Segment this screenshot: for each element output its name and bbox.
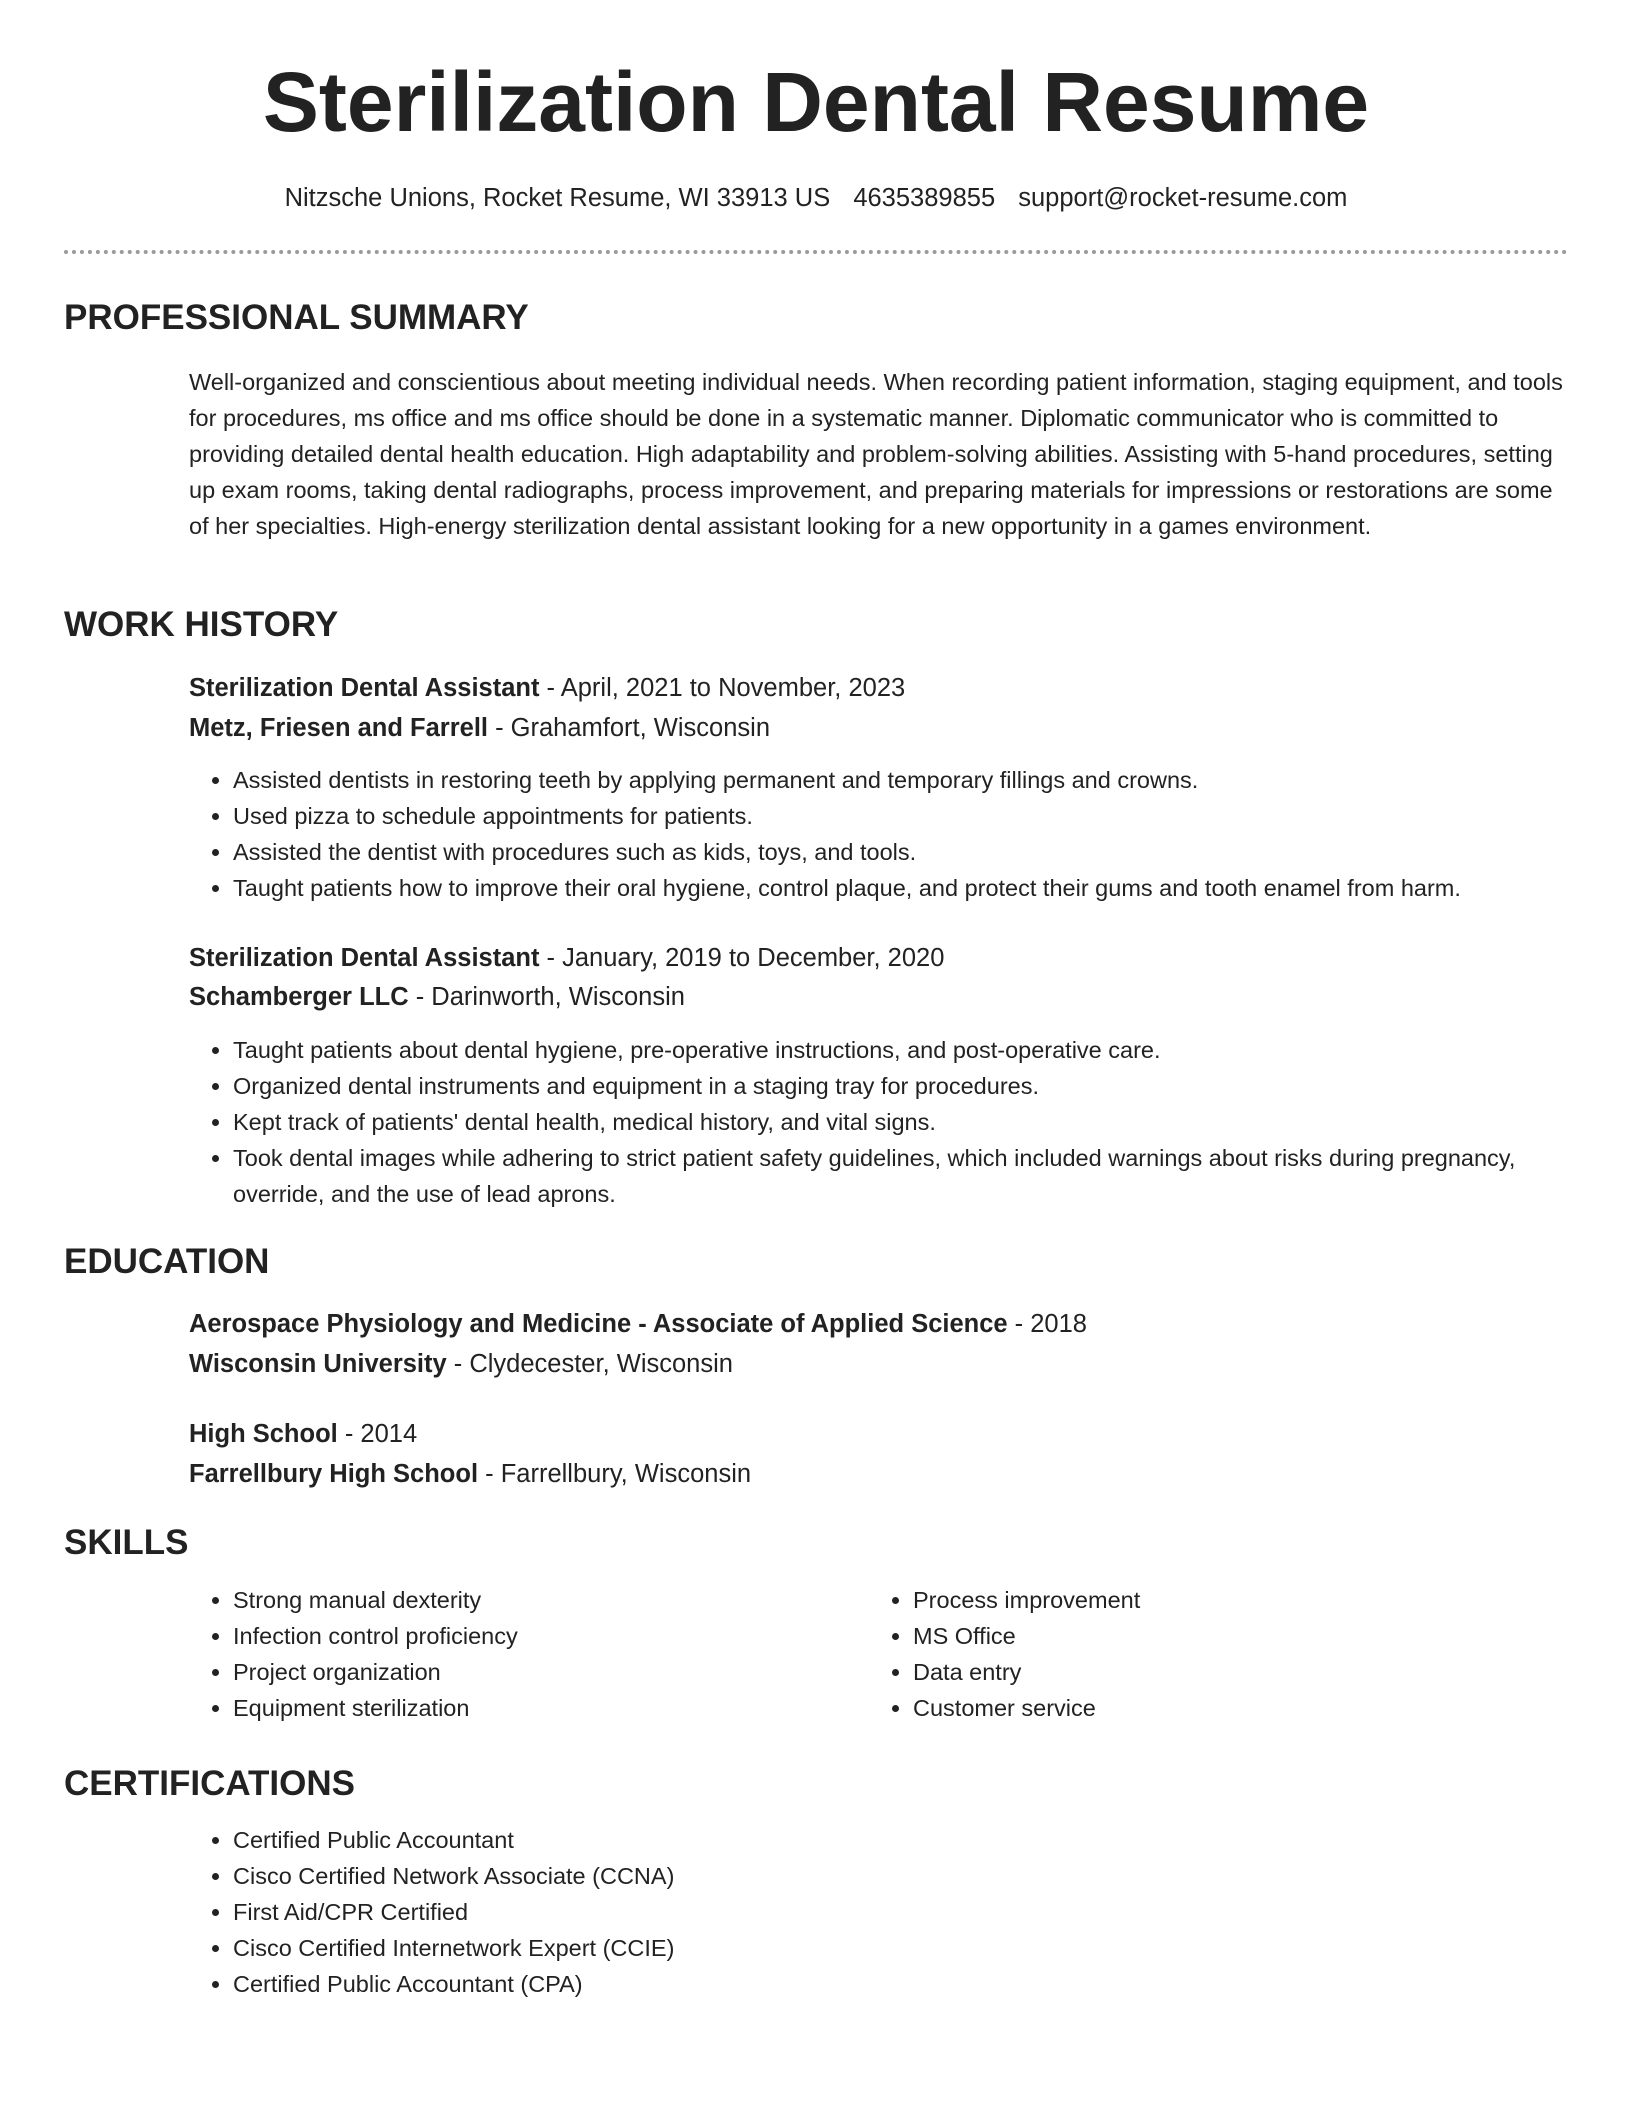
certifications-heading: CERTIFICATIONS	[64, 1764, 356, 1803]
education-2-school-line	[189, 1456, 751, 1492]
contact-phone: 4635389855	[853, 184, 996, 212]
education-2-school: Farrellbury High School	[189, 1460, 479, 1488]
job-1-title-line	[189, 670, 905, 706]
list-item: • Took dental images while adhering to strict patient safety guidelines, which included warnings about risks during pregnancy, override, and the use of lead aprons.	[233, 1140, 1523, 1212]
contact-line	[0, 180, 1632, 216]
education-2-year: - 2014	[337, 1420, 418, 1448]
list-item: • Strong manual dexterity	[233, 1582, 833, 1618]
skills-right-list	[869, 1582, 1513, 1726]
job-2-role: Sterilization Dental Assistant	[189, 944, 540, 972]
list-item: • Used pizza to schedule appointments for patients.	[233, 798, 1632, 834]
job-2-title-line	[189, 940, 944, 976]
job-1-location: - Grahamfort, Wisconsin	[488, 714, 770, 742]
list-item: • Customer service	[913, 1690, 1513, 1726]
job-2-company-line	[189, 979, 685, 1015]
summary-text: Well-organized and conscientious about meeting individual needs. When recording patient information, staging equipment, and tools for procedures, ms office and ms office should be done in a systematic manner. Diplomatic communicator who is committed to providing detailed dental health education. High adaptability and problem-solving abilities. Assisting with 5-hand procedures, setting up exam rooms, taking dental radiographs, process improvement, and preparing materials for impressions or restorations are some of her specialties. High-energy sterilization dental assistant looking for a new opportunity in a games environment.	[189, 369, 1563, 539]
education-1-year: - 2018	[1007, 1310, 1087, 1338]
list-item: • Process improvement	[913, 1582, 1513, 1618]
list-item: • Kept track of patients' dental health, medical history, and vital signs.	[233, 1104, 1523, 1140]
list-item: • Project organization	[233, 1654, 833, 1690]
contact-email: support@rocket-resume.com	[1018, 184, 1348, 212]
skills-left-list	[189, 1582, 833, 1726]
list-item: • Data entry	[913, 1654, 1513, 1690]
education-1-degree-line	[189, 1306, 1087, 1342]
education-1-degree: Aerospace Physiology and Medicine - Associate of Applied Science	[189, 1310, 1008, 1338]
summary-heading: PROFESSIONAL SUMMARY	[64, 298, 529, 337]
list-item: • Equipment sterilization	[233, 1690, 833, 1726]
list-item: • Taught patients how to improve their oral hygiene, control plaque, and protect their gums and tooth enamel from harm.	[233, 870, 1632, 906]
resume-title: Sterilization Dental Resume	[262, 55, 1370, 149]
education-1-school-line	[189, 1346, 733, 1382]
education-2-degree-line	[189, 1416, 417, 1452]
education-2-degree: High School	[189, 1420, 338, 1448]
job-1-dates: - April, 2021 to November, 2023	[539, 674, 906, 702]
list-item: • Organized dental instruments and equipment in a staging tray for procedures.	[233, 1068, 1523, 1104]
list-item: • Certified Public Accountant	[233, 1822, 1133, 1858]
education-2-location: - Farrellbury, Wisconsin	[478, 1460, 752, 1488]
list-item: • Cisco Certified Network Associate (CCNA)	[233, 1858, 1133, 1894]
education-1-location: - Clydecester, Wisconsin	[446, 1350, 733, 1378]
skills-heading: SKILLS	[64, 1523, 189, 1562]
list-item: • Cisco Certified Internetwork Expert (CCIE)	[233, 1930, 1133, 1966]
list-item: • Certified Public Accountant (CPA)	[233, 1966, 1133, 2002]
list-item: • Assisted dentists in restoring teeth by applying permanent and temporary fillings and crowns.	[233, 762, 1632, 798]
contact-address: Nitzsche Unions, Rocket Resume, WI 33913 US	[284, 184, 831, 212]
job-2-company: Schamberger LLC	[189, 983, 409, 1011]
list-item: • First Aid/CPR Certified	[233, 1894, 1133, 1930]
education-1-school: Wisconsin University	[189, 1350, 447, 1378]
job-1-role: Sterilization Dental Assistant	[189, 674, 540, 702]
job-2-location: - Darinworth, Wisconsin	[408, 983, 685, 1011]
job-1-company: Metz, Friesen and Farrell	[189, 714, 489, 742]
work-history-heading: WORK HISTORY	[64, 605, 339, 644]
certifications-list	[189, 1822, 1133, 2002]
list-item: • Taught patients about dental hygiene, pre-operative instructions, and post-operative care.	[233, 1032, 1523, 1068]
list-item: • Assisted the dentist with procedures such as kids, toys, and tools.	[233, 834, 1632, 870]
education-heading: EDUCATION	[64, 1242, 270, 1281]
job-2-dates: - January, 2019 to December, 2020	[539, 944, 945, 972]
job-1-bullets	[189, 762, 1632, 906]
job-1-company-line	[189, 710, 770, 746]
list-item: • MS Office	[913, 1618, 1513, 1654]
list-item: • Infection control proficiency	[233, 1618, 833, 1654]
job-2-bullets	[189, 1032, 1523, 1212]
header-divider	[64, 250, 1568, 254]
